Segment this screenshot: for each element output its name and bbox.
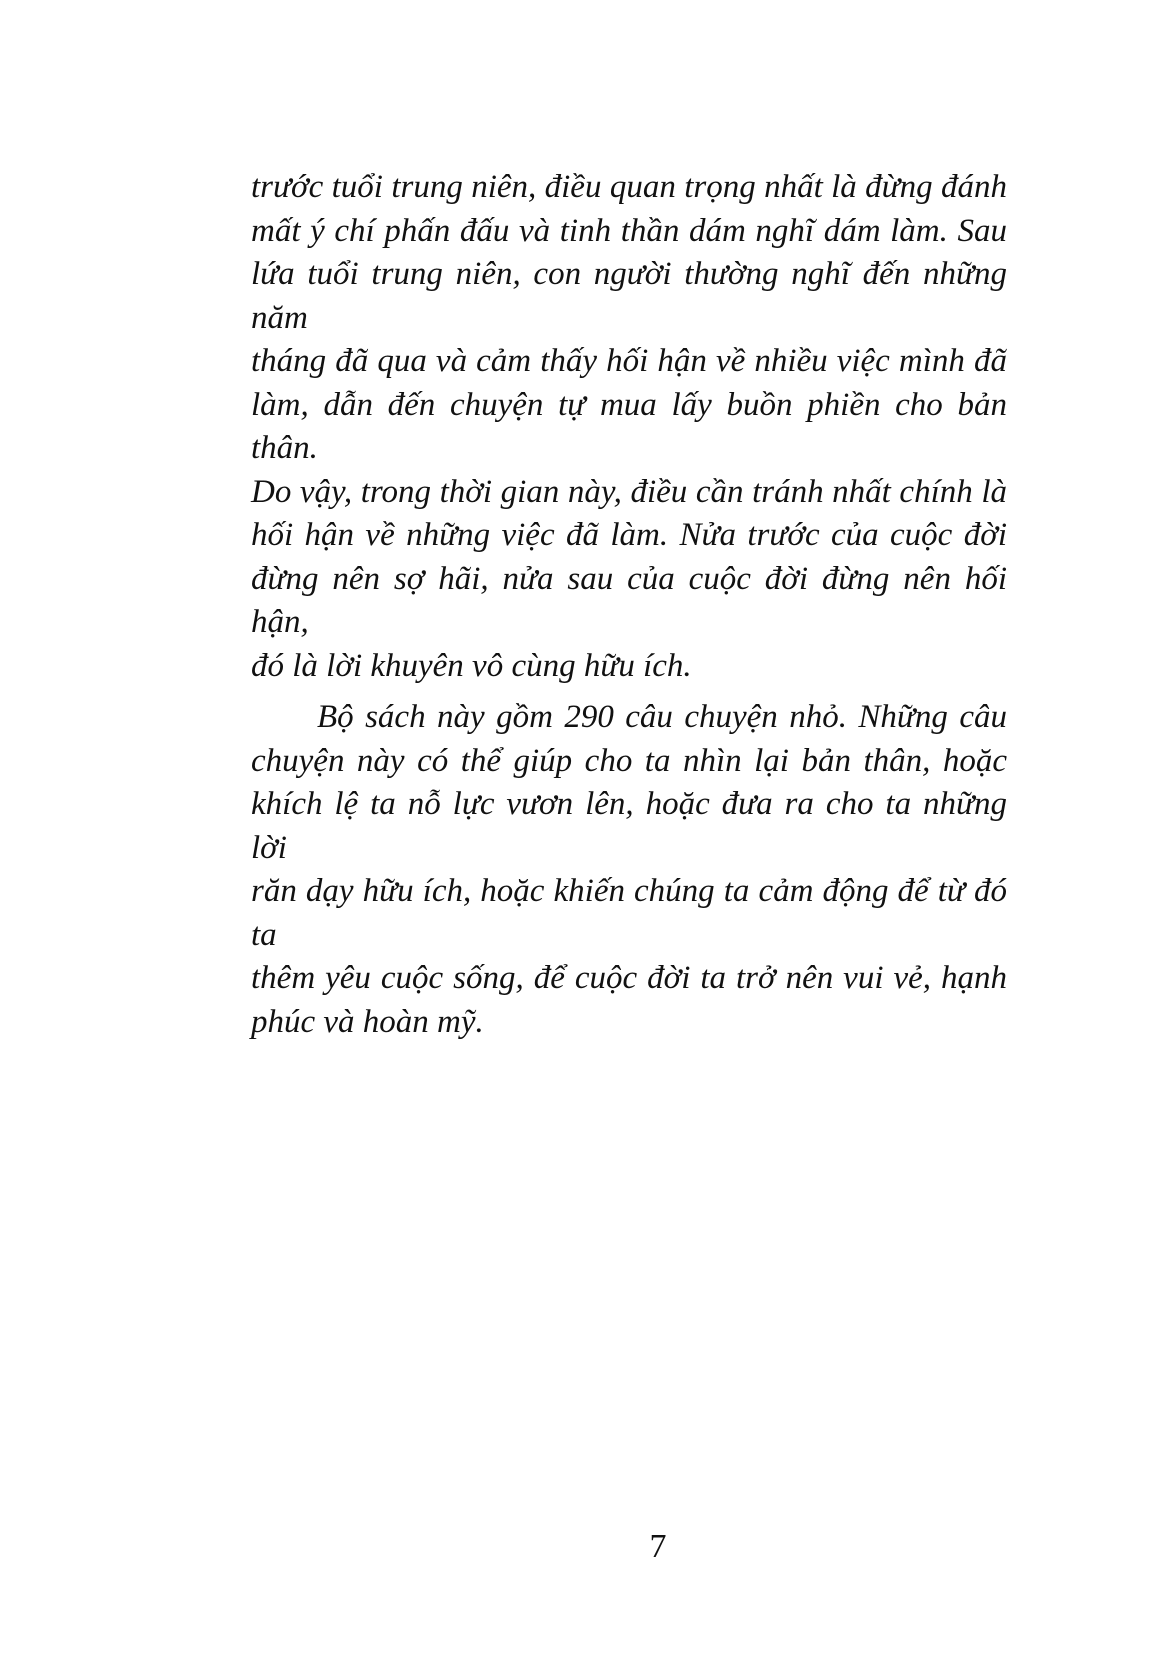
text-line: đừng nên sợ hãi, nửa sau của cuộc đời đừng nên hối hận,: [251, 560, 1007, 640]
text-line: lứa tuổi trung niên, con người thường nghĩ đến những năm: [251, 256, 1007, 336]
text-line: răn dạy hữu ích, hoặc khiến chúng ta cảm động để từ đó ta: [251, 873, 1007, 953]
body-text: [251, 166, 1007, 1044]
text-line: làm, dẫn đến chuyện tự mua lấy buồn phiền cho bản thân.: [251, 386, 1007, 466]
text-line: mất ý chí phấn đấu và tinh thần dám nghĩ dám làm. Sau: [251, 212, 1007, 249]
paragraph: [251, 166, 1007, 688]
text-line: thêm yêu cuộc sống, để cuộc đời ta trở nên vui vẻ, hạnh: [251, 960, 1007, 996]
text-line: khích lệ ta nỗ lực vươn lên, hoặc đưa ra cho ta những lời: [251, 786, 1007, 866]
text-line: tháng đã qua và cảm thấy hối hận về nhiều việc mình đã: [251, 343, 1007, 379]
text-line: chuyện này có thể giúp cho ta nhìn lại bản thân, hoặc: [251, 742, 1007, 779]
page-number: 7: [649, 1528, 667, 1565]
text-line: Bộ sách này gồm 290 câu chuyện nhỏ. Những câu: [317, 699, 1007, 735]
paragraph: [251, 696, 1007, 1044]
text-line: hối hận về những việc đã làm. Nửa trước của cuộc đời: [251, 517, 1007, 553]
text-line: trước tuổi trung niên, điều quan trọng nhất là đừng đánh: [251, 169, 1007, 205]
text-line: Do vậy, trong thời gian này, điều cần tránh nhất chính là: [251, 473, 1007, 510]
text-line: đó là lời khuyên vô cùng hữu ích.: [251, 647, 692, 684]
text-line: phúc và hoàn mỹ.: [251, 1003, 484, 1040]
